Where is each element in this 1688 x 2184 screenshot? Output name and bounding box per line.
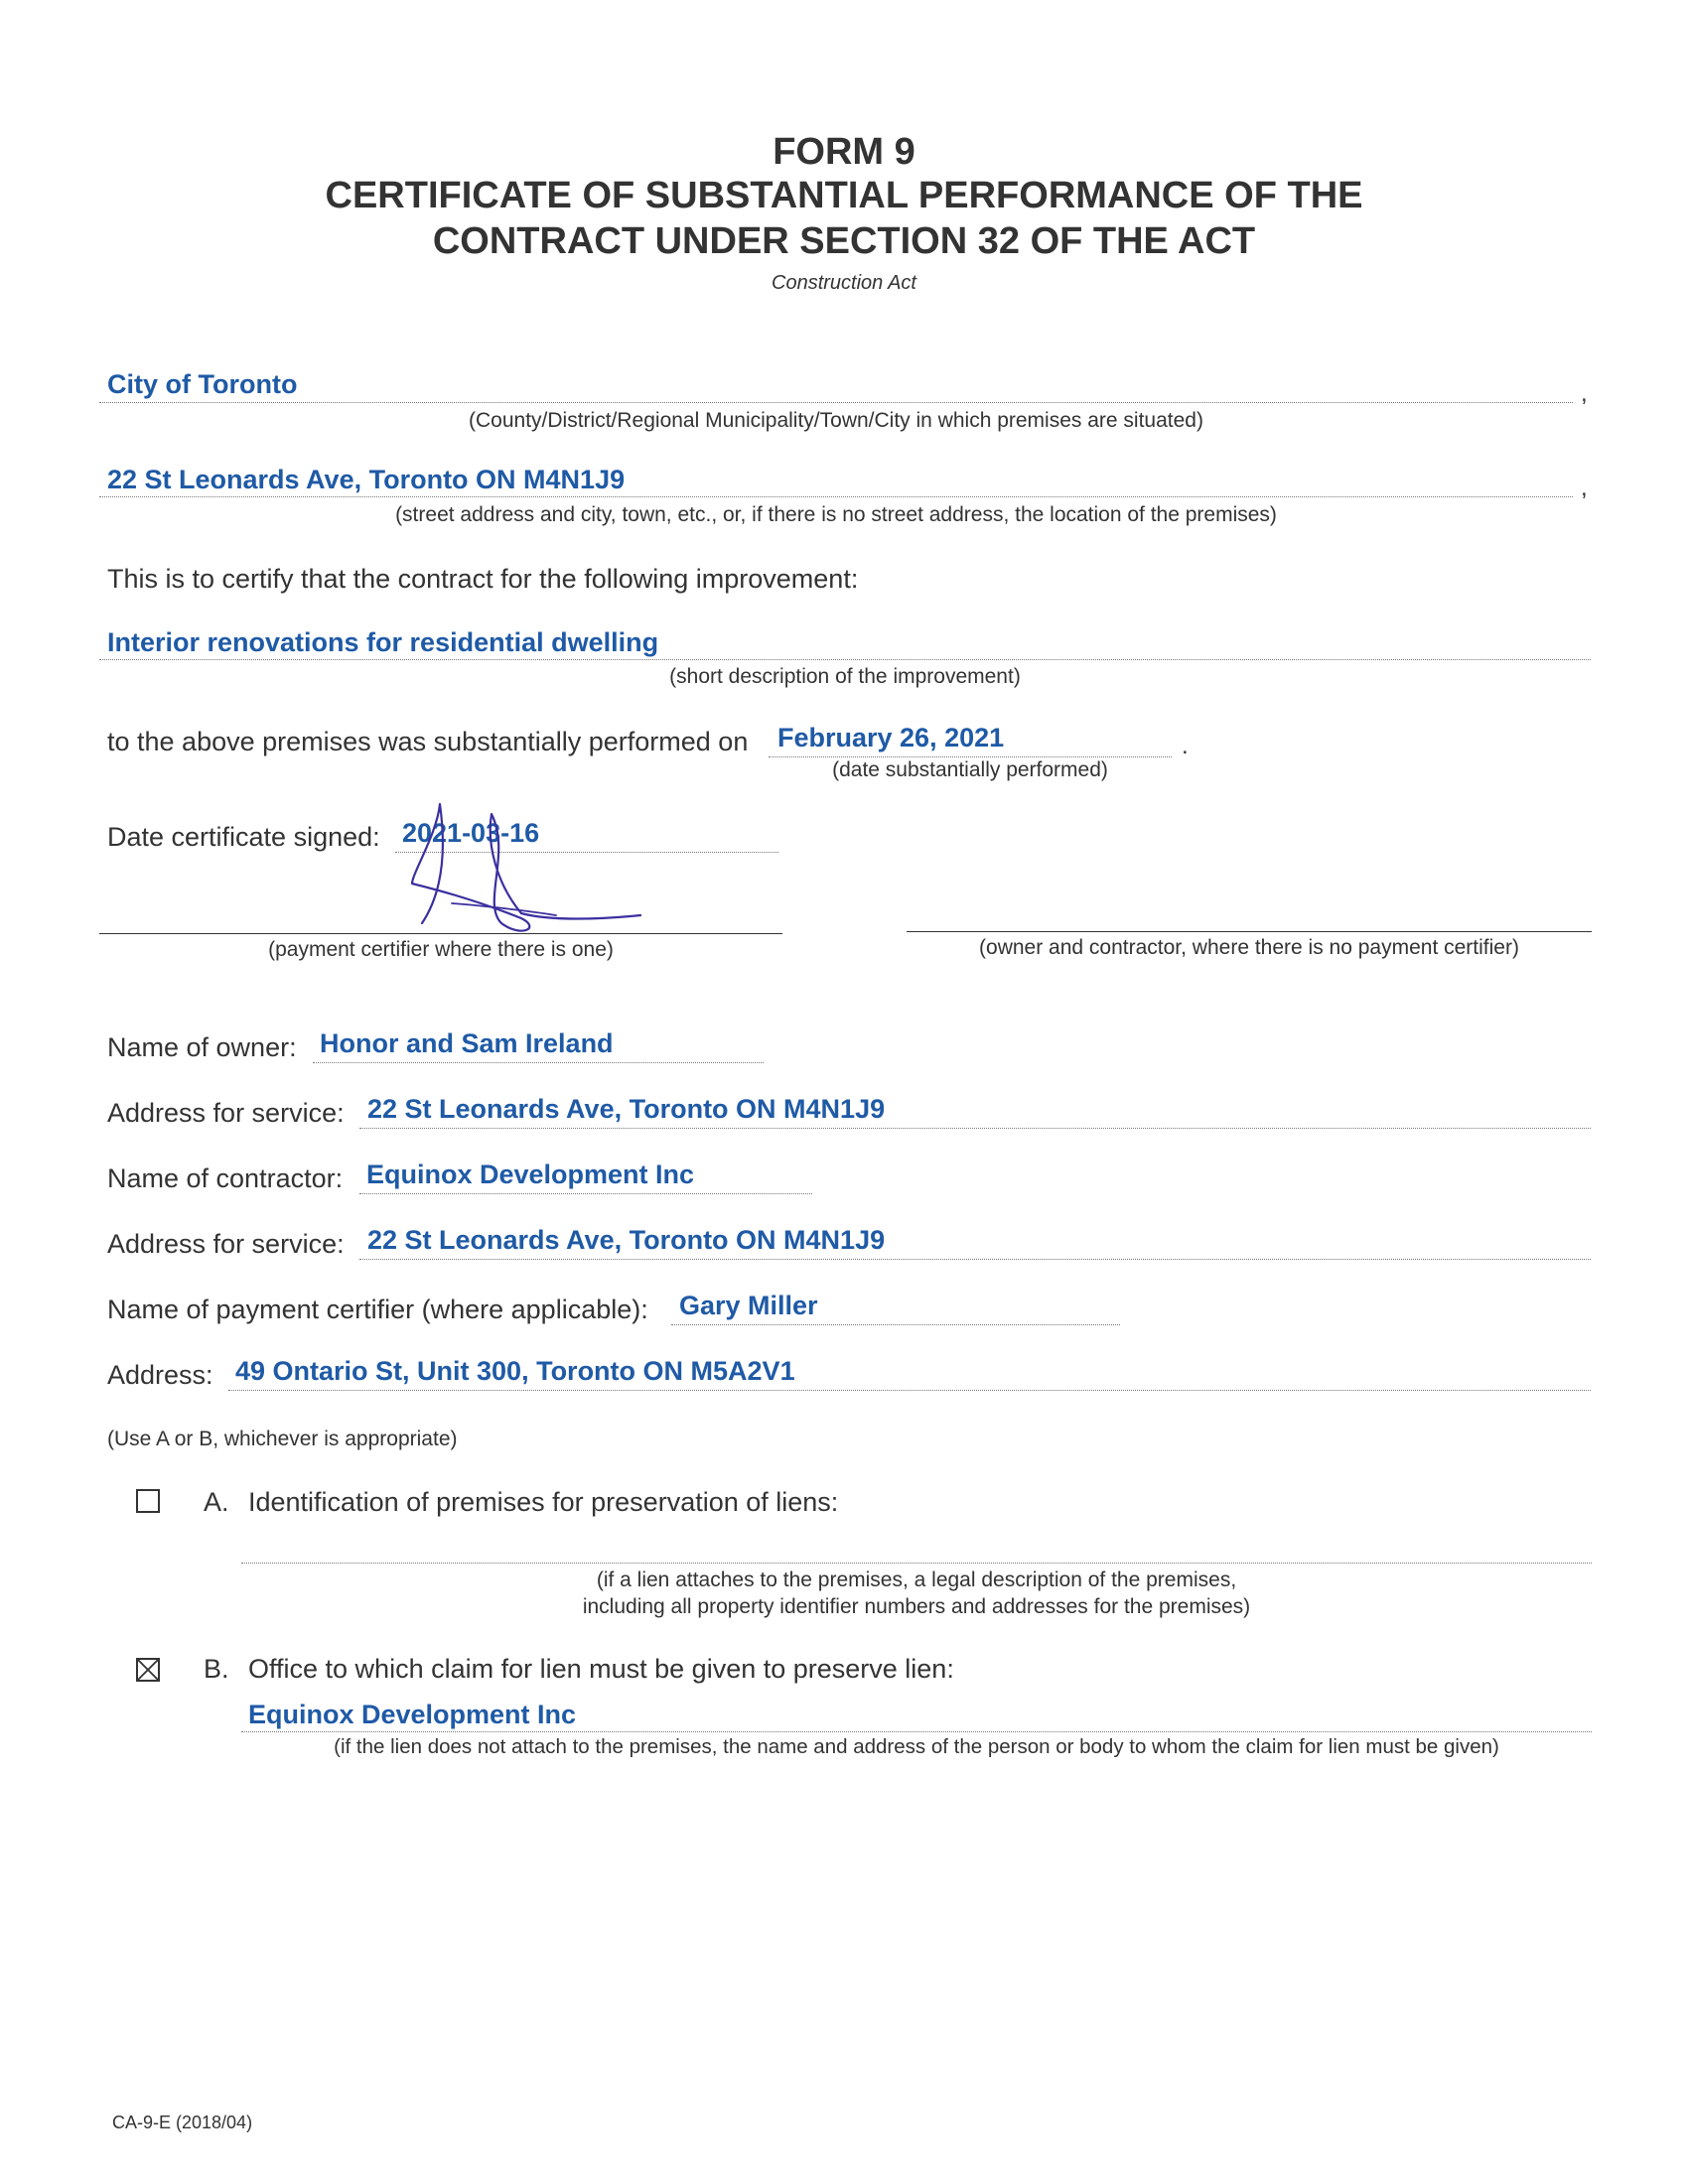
form-subtitle: Construction Act — [772, 272, 916, 294]
option-a-caption-line2: including all property identifier numbers and addresses for the premises) — [582, 1595, 1251, 1618]
option-b-label: Office to which claim for lien must be given to preserve lien: — [248, 1654, 954, 1684]
contractor-value[interactable]: Equinox Development Inc — [366, 1160, 695, 1189]
contractor-address-value[interactable]: 22 St Leonards Ave, Toronto ON M4N1J9 — [367, 1225, 886, 1255]
premises-address-comma: , — [1581, 475, 1588, 501]
form-code: CA-9-E (2018/04) — [112, 2113, 253, 2132]
handwritten-signature — [382, 794, 650, 943]
checkbox-x-icon — [138, 1660, 158, 1680]
municipality-value[interactable]: City of Toronto — [107, 369, 298, 399]
owner-contractor-caption: (owner and contractor, where there is no payment certifier) — [979, 936, 1519, 959]
municipality-caption: (County/District/Regional Municipality/Town/City in which premises are situated) — [469, 409, 1203, 432]
form-number: FORM 9 — [773, 131, 915, 173]
certifier-value[interactable]: Gary Miller — [679, 1291, 818, 1320]
premises-address-caption: (street address and city, town, etc., or, if there is no street address, the location of the premises) — [395, 503, 1277, 526]
owner-value[interactable]: Honor and Sam Ireland — [320, 1028, 614, 1058]
performed-date-line — [769, 756, 1172, 757]
municipality-comma: , — [1581, 380, 1588, 407]
improvement-value[interactable]: Interior renovations for residential dwelling — [107, 627, 659, 657]
certifier-address-value[interactable]: 49 Ontario St, Unit 300, Toronto ON M5A2V1 — [235, 1356, 795, 1386]
premises-address-value[interactable]: 22 St Leonards Ave, Toronto ON M4N1J9 — [107, 465, 626, 494]
option-a-letter: A. — [204, 1487, 229, 1517]
contractor-line — [359, 1193, 812, 1194]
date-signed-label: Date certificate signed: — [107, 822, 380, 852]
owner-label: Name of owner: — [107, 1032, 297, 1062]
option-a-checkbox[interactable] — [136, 1489, 160, 1513]
municipality-line — [99, 402, 1573, 403]
improvement-line — [99, 659, 1591, 660]
owner-line — [313, 1062, 764, 1063]
premises-address-line — [99, 496, 1573, 497]
option-b-checkbox[interactable] — [136, 1658, 160, 1682]
options-instruction: (Use A or B, whichever is appropriate) — [107, 1428, 458, 1450]
certify-text: This is to certify that the contract for the following improvement: — [107, 564, 859, 594]
improvement-caption: (short description of the improvement) — [669, 665, 1021, 688]
certifier-line — [671, 1324, 1120, 1325]
date-signed-value[interactable]: 2021-03-16 — [402, 818, 540, 848]
form-title-line1: CERTIFICATE OF SUBSTANTIAL PERFORMANCE OF THE — [325, 175, 1363, 216]
contractor-address-line — [359, 1259, 1591, 1260]
owner-contractor-signature-line[interactable] — [907, 931, 1592, 932]
owner-address-label: Address for service: — [107, 1098, 345, 1128]
contractor-label: Name of contractor: — [107, 1163, 344, 1193]
option-a-label: Identification of premises for preservation of liens: — [248, 1487, 839, 1517]
option-b-letter: B. — [204, 1654, 229, 1684]
certifier-address-line — [228, 1390, 1591, 1391]
owner-address-value[interactable]: 22 St Leonards Ave, Toronto ON M4N1J9 — [367, 1094, 886, 1124]
form-title-line2: CONTRACT UNDER SECTION 32 OF THE ACT — [432, 220, 1256, 262]
option-b-line — [241, 1731, 1592, 1732]
performed-date-caption: (date substantially performed) — [832, 758, 1108, 781]
certifier-address-label: Address: — [107, 1360, 213, 1390]
performed-date-value[interactable]: February 26, 2021 — [777, 723, 1005, 752]
payment-certifier-caption: (payment certifier where there is one) — [268, 938, 614, 961]
option-b-caption: (if the lien does not attach to the premises, the name and address of the person or body to whom the claim for lien must be given) — [334, 1735, 1499, 1758]
performed-period: . — [1182, 733, 1189, 759]
owner-address-line — [359, 1128, 1591, 1129]
performed-label: to the above premises was substantially performed on — [107, 727, 749, 756]
option-a-line[interactable] — [241, 1563, 1592, 1564]
certifier-label: Name of payment certifier (where applicable): — [107, 1295, 648, 1324]
option-a-caption-line1: (if a lien attaches to the premises, a legal description of the premises, — [596, 1569, 1237, 1591]
contractor-address-label: Address for service: — [107, 1229, 345, 1259]
option-b-value[interactable]: Equinox Development Inc — [248, 1700, 577, 1729]
